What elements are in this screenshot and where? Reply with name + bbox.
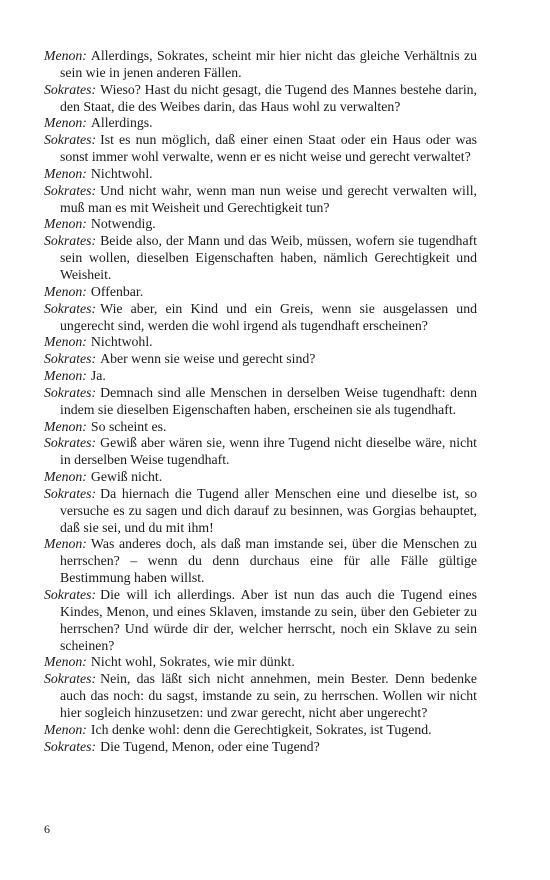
- speaker-label: Sokrates:: [44, 182, 97, 198]
- dialogue-turn: [44, 183, 477, 217]
- speaker-label: Sokrates:: [44, 132, 97, 148]
- dialogue-turn: [44, 536, 477, 587]
- speaker-label: Menon:: [44, 115, 87, 131]
- dialogue-line: Was anderes doch, als daß man imstande sei, über die Menschen zu herrschen? – wenn du denn durchaus eine für alle Fälle gültige Bestimmung haben willst.: [60, 536, 477, 586]
- speaker-label: Menon:: [44, 469, 87, 485]
- dialogue-turn: [44, 654, 477, 671]
- speaker-label: Menon:: [44, 368, 87, 384]
- page-number: 6: [44, 822, 50, 836]
- dialogue-line: Die will ich allerdings. Aber ist nun das auch die Tugend eines Kindes, Menon, und eines Sklaven, imstande zu sein, über den Gebieter zu herrschen? Und würde dir der, welcher herrscht, noch ein Sklave zu sein scheinen?: [60, 587, 477, 653]
- dialogue-turn: [44, 739, 477, 756]
- dialogue-line: Allerdings, Sokrates, scheint mir hier nicht das gleiche Verhältnis zu sein wie in jenen anderen Fällen.: [60, 48, 477, 80]
- dialogue-turn: [44, 587, 477, 654]
- dialogue-text: [44, 48, 477, 755]
- dialogue-turn: [44, 486, 477, 537]
- speaker-label: Sokrates:: [44, 671, 97, 687]
- speaker-label: Sokrates:: [44, 300, 97, 316]
- speaker-label: Menon:: [44, 721, 87, 737]
- dialogue-line: Wieso? Hast du nicht gesagt, die Tugend des Mannes bestehe darin, den Staat, die des Weibes darin, das Haus wohl zu verwalten?: [60, 81, 477, 114]
- dialogue-turn: [44, 469, 477, 486]
- dialogue-turn: [44, 166, 477, 183]
- dialogue-line: Offenbar.: [90, 283, 144, 299]
- dialogue-line: Ist es nun möglich, daß einer einen Staat oder ein Haus oder was sonst immer wohl verwalte, wenn er es nicht weise und gerecht verwaltet?: [60, 132, 477, 165]
- dialogue-line: Demnach sind alle Menschen in derselben Weise tugendhaft: denn indem sie dieselben Eigenschaften haben, erscheinen sie als tugendhaft.: [60, 384, 477, 417]
- dialogue-turn: [44, 82, 477, 116]
- speaker-label: Menon:: [44, 48, 87, 63]
- speaker-label: Menon:: [44, 283, 87, 299]
- dialogue-turn: [44, 115, 477, 132]
- speaker-label: Sokrates:: [44, 485, 97, 501]
- dialogue-turn: [44, 132, 477, 166]
- dialogue-line: Gewiß nicht.: [90, 469, 163, 485]
- speaker-label: Sokrates:: [44, 81, 97, 97]
- dialogue-line: Die Tugend, Menon, oder eine Tugend?: [100, 738, 320, 754]
- dialogue-line: Gewiß aber wären sie, wenn ihre Tugend nicht dieselbe wäre, nicht in derselben Weise tugendhaft.: [60, 435, 477, 468]
- dialogue-turn: [44, 216, 477, 233]
- dialogue-line: So scheint es.: [90, 418, 167, 434]
- dialogue-turn: [44, 334, 477, 351]
- dialogue-line: Notwendig.: [90, 216, 156, 232]
- speaker-label: Sokrates:: [44, 384, 97, 400]
- speaker-label: Sokrates:: [44, 233, 97, 249]
- dialogue-turn: [44, 385, 477, 419]
- dialogue-turn: [44, 419, 477, 436]
- speaker-label: Menon:: [44, 418, 87, 434]
- speaker-label: Sokrates:: [44, 435, 97, 451]
- dialogue-turn: [44, 671, 477, 722]
- speaker-label: Sokrates:: [44, 738, 97, 754]
- speaker-label: Menon:: [44, 536, 87, 552]
- dialogue-line: Aber wenn sie weise und gerecht sind?: [100, 351, 316, 367]
- dialogue-line: Und nicht wahr, wenn man nun weise und gerecht verwalten will, muß man es mit Weisheit und Gerechtigkeit tun?: [60, 182, 477, 215]
- dialogue-turn: [44, 233, 477, 284]
- dialogue-line: Ja.: [90, 368, 106, 384]
- dialogue-turn: [44, 435, 477, 469]
- dialogue-line: Allerdings.: [90, 115, 153, 131]
- dialogue-line: Wie aber, ein Kind und ein Greis, wenn sie ausgelassen und ungerecht sind, werden die wohl irgend als tugendhaft erscheinen?: [60, 300, 477, 333]
- dialogue-line: Nichtwohl.: [90, 165, 153, 181]
- dialogue-turn: [44, 284, 477, 301]
- dialogue-turn: [44, 301, 477, 335]
- dialogue-line: Nein, das läßt sich nicht annehmen, mein Bester. Denn bedenke auch das noch: du sagst, imstande zu sein, zu herrschen. Wollen wir nicht hier sogleich hinzusetzen: und zwar gerecht, nicht aber ungerecht?: [60, 671, 477, 720]
- dialogue-line: Da hiernach die Tugend aller Menschen eine und dieselbe ist, so versuche es zu sagen und dich darauf zu besinnen, was Gorgias behauptet, daß sie sei, und du mit ihm!: [60, 485, 477, 535]
- speaker-label: Sokrates:: [44, 351, 97, 367]
- dialogue-turn: [44, 351, 477, 368]
- speaker-label: Menon:: [44, 165, 87, 181]
- speaker-label: Menon:: [44, 334, 87, 350]
- dialogue-line: Nicht wohl, Sokrates, wie mir dünkt.: [90, 654, 295, 670]
- dialogue-turn: [44, 722, 477, 739]
- speaker-label: Menon:: [44, 216, 87, 232]
- dialogue-line: Beide also, der Mann und das Weib, müssen, wofern sie tugendhaft sein wollen, dieselben Eigenschaften haben, nämlich Gerechtigkeit und Weisheit.: [60, 233, 477, 282]
- dialogue-line: Ich denke wohl: denn die Gerechtigkeit, Sokrates, ist Tugend.: [90, 721, 432, 737]
- speaker-label: Menon:: [44, 654, 87, 670]
- dialogue-line: Nichtwohl.: [90, 334, 153, 350]
- dialogue-turn: [44, 368, 477, 385]
- dialogue-turn: [44, 48, 477, 82]
- speaker-label: Sokrates:: [44, 587, 97, 602]
